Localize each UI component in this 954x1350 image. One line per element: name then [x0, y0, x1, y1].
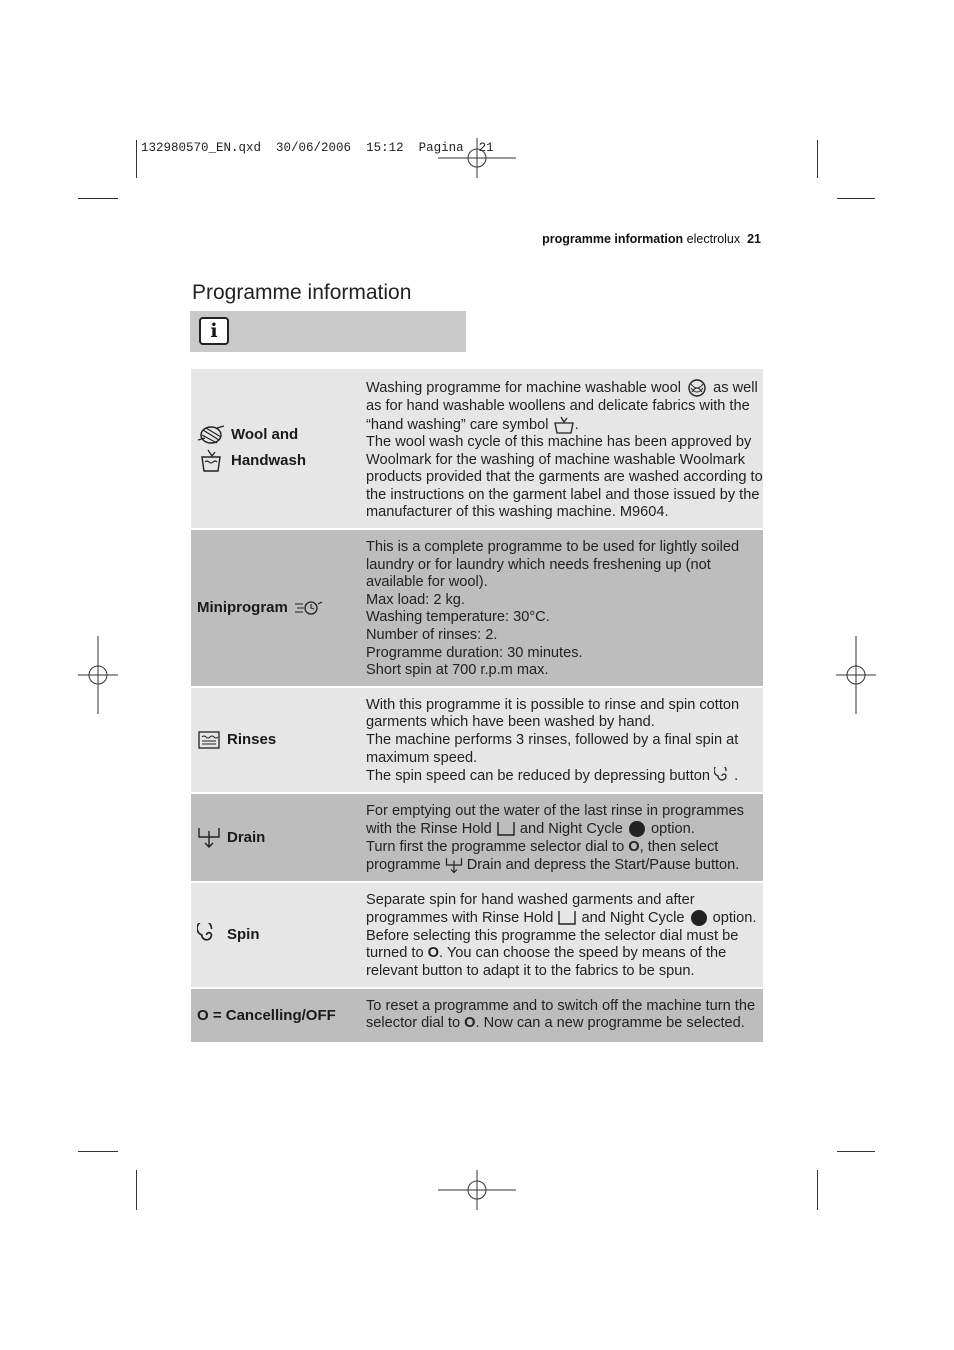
spin-icon [714, 767, 734, 785]
table-row [191, 793, 763, 882]
header-section: programme information [542, 232, 684, 246]
programme-description: Washing programme for machine washable wool as well as for hand washable woollens and delicate fabrics with the “hand washing” care symbol . The wool wash cycle of this machine has been approved by Woolmark for the washing of machine washable Woolmark products provided that the garments are washed according to the instructions on the garment label and those issued by the manufacturer of this washing machine. M9604. [360, 369, 763, 529]
programme-label: Rinses [191, 687, 360, 793]
night-cycle-icon [689, 909, 709, 927]
hand-wash-symbol-icon [553, 416, 575, 434]
crop-mark [837, 198, 875, 199]
programme-description: This is a complete programme to be used for lightly soiled laundry or for laundry which needs freshening up (not available for wool). Max load: 2 kg. Washing temperature: 30°C. Number of rinses: 2. Programme duration: 30 minutes. Short spin at 700 r.p.m max. [360, 529, 763, 687]
rinse-hold-icon [557, 910, 577, 926]
crop-mark [817, 140, 818, 178]
header-page-number: 21 [747, 232, 761, 246]
programme-label-line: Wool and [231, 426, 299, 443]
table-row [191, 369, 763, 529]
crop-mark [817, 1170, 818, 1210]
registration-mark-icon [78, 636, 118, 714]
handwash-icon [197, 449, 225, 473]
woolmark-icon [685, 378, 709, 398]
page-title: Programme information [192, 281, 412, 305]
programme-description: For emptying out the water of the last rinse in programmes with the Rinse Hold and Night Cycle option. Turn first the programme selector dial to O, then select programme Drain and depress the Start/Pause button. [360, 793, 763, 882]
rinses-icon [197, 730, 221, 750]
crop-mark [136, 140, 137, 178]
table-row [191, 529, 763, 687]
header-brand: electrolux [686, 232, 741, 246]
programme-label: Drain [191, 793, 360, 882]
registration-mark-icon [438, 1170, 516, 1210]
registration-mark-icon [438, 138, 516, 178]
programme-label: Miniprogram [191, 529, 360, 687]
info-banner [190, 311, 466, 352]
registration-mark-icon [836, 636, 876, 714]
crop-mark [837, 1151, 875, 1152]
programme-label: Spin [191, 882, 360, 988]
programme-label [191, 369, 360, 529]
print-slug: 132980570_EN.qxd 30/06/2006 15:12 Pagina 21 [141, 141, 494, 155]
table-row [191, 988, 763, 1042]
night-cycle-icon [627, 820, 647, 838]
crop-mark [136, 1170, 137, 1210]
crop-mark [78, 198, 118, 199]
programme-description: Separate spin for hand washed garments and after programmes with Rinse Hold and Night Cycle option. Before selecting this programme the selector dial must be turned to O. You can choose the speed by means of the relevant button to adapt it to the fabrics to be spun. [360, 882, 763, 988]
running-header [542, 232, 761, 246]
programme-table [191, 369, 763, 1042]
spin-icon [197, 923, 221, 947]
programme-label: O = Cancelling/OFF [197, 1006, 336, 1024]
programme-description: With this programme it is possible to rinse and spin cotton garments which have been washed by hand. The machine performs 3 rinses, followed by a final spin at maximum speed. The spin speed can be reduced by depressing button . [360, 687, 763, 793]
programme-description: To reset a programme and to switch off the machine turn the selector dial to O. Now can a new programme be selected. [366, 997, 756, 1032]
banner-shape [190, 311, 466, 352]
crop-mark [78, 1151, 118, 1152]
programme-label-line: Handwash [231, 452, 307, 469]
drain-icon [197, 825, 221, 849]
table-row [191, 882, 763, 988]
drain-icon [445, 856, 463, 874]
wool-icon [197, 425, 225, 445]
table-row [191, 687, 763, 793]
info-icon: i [199, 317, 229, 345]
miniprogram-icon [294, 599, 324, 617]
rinse-hold-icon [496, 821, 516, 837]
